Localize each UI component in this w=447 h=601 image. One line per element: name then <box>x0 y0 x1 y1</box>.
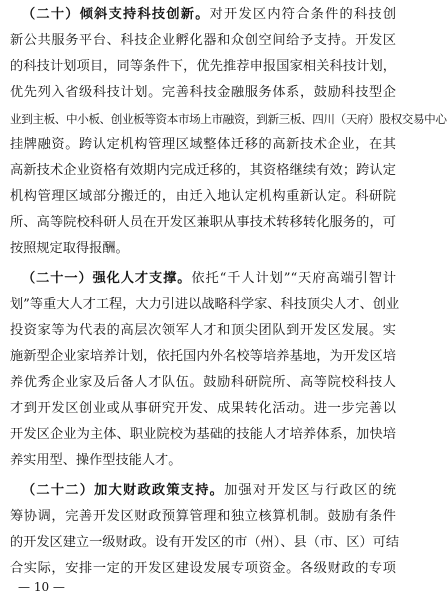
paragraph-line: 挂牌融资。跨认定机构管理区域整体迁移的高新技术企业，在其 <box>10 137 396 152</box>
paragraph-line <box>22 6 396 24</box>
section-heading: （二十二）加大财政政策支持。 <box>22 483 225 498</box>
paragraph-line: 的科技计划项目，同等条件下，优先推荐申报国家相关科技计划， <box>10 59 396 74</box>
section-heading: （二十一）强化人才支撑。 <box>22 271 192 286</box>
paragraph-line: 按照规定取得报酬。 <box>10 241 129 256</box>
paragraph-line: 养优秀企业家及后备人才队伍。鼓励科研院所、高等院校科技人 <box>10 375 396 390</box>
page-number: — 10 — <box>18 580 65 594</box>
paragraph-line: 施新型企业家培养计划，依托国内外名校等培养基地，为开发区培 <box>10 349 396 364</box>
paragraph-line: 优先列入省级科技计划。完善科技金融服务体系，鼓励科技型企 <box>10 85 396 100</box>
paragraph-text: 加强对开发区与行政区的统 <box>224 483 397 498</box>
paragraph-line: 的开发区建立一级财政。设有开发区的市（州）、县（市、区）可结 <box>10 535 400 550</box>
paragraph-line: 合实际，安排一定的开发区建设发展专项资金。各级财政的专项 <box>10 561 396 576</box>
paragraph-line <box>22 482 396 500</box>
paragraph-line: 划”等重大人才工程，大力引进以战略科学家、科技顶尖人才、创业 <box>10 297 400 312</box>
paragraph-line <box>22 270 396 288</box>
paragraph-line: 开发区企业为主体、职业院校为基础的技能人才培养体系，加快培 <box>10 427 396 442</box>
paragraph-line: 养实用型、操作型技能人才。 <box>10 453 182 468</box>
paragraph-line: 所、高等院校科研人员在开发区兼职从事技术转移转化服务的，可 <box>10 215 396 230</box>
paragraph-text: 对开发区内符合条件的科技创 <box>209 7 397 22</box>
paragraph-text: 依托“千人计划”“天府高端引智计 <box>191 271 397 286</box>
paragraph-line: 才到开发区创业或从事研究开发、成果转化活动。进一步完善以 <box>10 401 396 416</box>
paragraph-line: 投资家等为代表的高层次领军人才和顶尖团队到开发区发展。实 <box>10 323 396 338</box>
section-heading: （二十）倾斜支持科技创新。 <box>22 7 210 22</box>
paragraph-line: 业到主板、中小板、创业板等资本市场上市融资，到新三板、四川（天府）股权交易中心 <box>10 112 447 126</box>
paragraph-line: 机构管理区域部分搬迁的，由迁入地认定机构重新认定。科研院 <box>10 189 396 204</box>
paragraph-line: 筹协调，完善开发区财政预算管理和独立核算机制。鼓励有条件 <box>10 509 396 524</box>
paragraph-line: 新公共服务平台、科技企业孵化器和众创空间给予支持。开发区 <box>10 33 396 48</box>
paragraph-line: 高新技术企业资格有效期内完成迁移的，其资格继续有效；跨认定 <box>10 163 396 178</box>
